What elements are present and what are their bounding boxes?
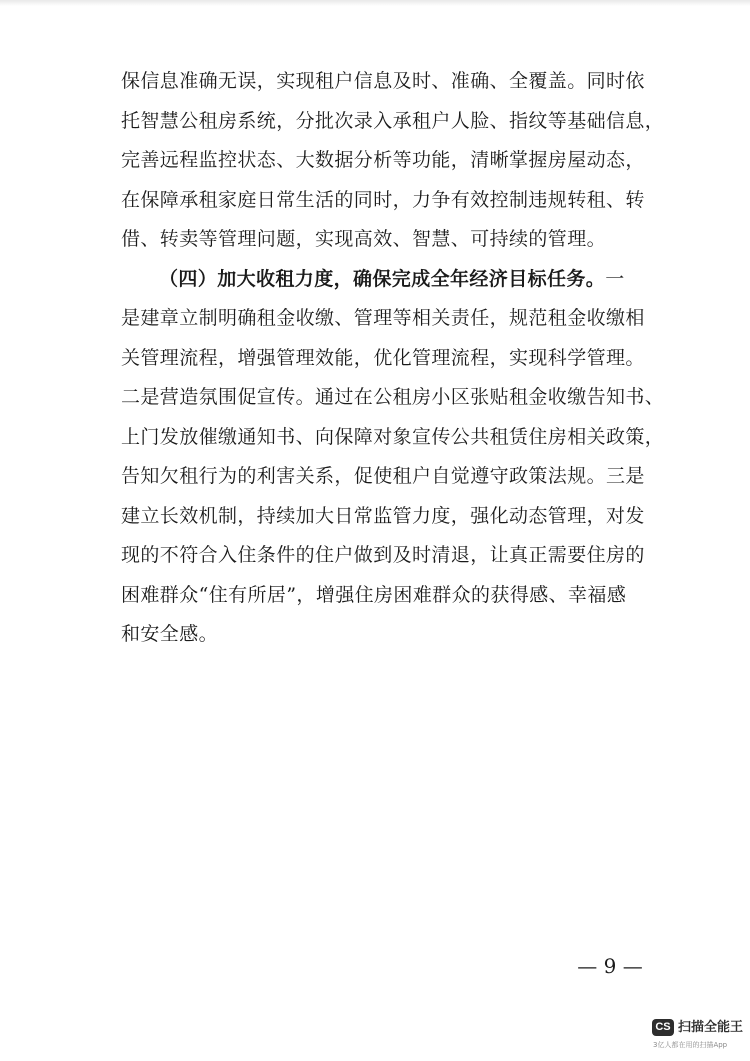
- body-line: 完善远程监控状态、大数据分析等功能，清晰掌握房屋动态，: [121, 149, 645, 171]
- body-line: 借、转卖等管理问题，实现高效、智慧、可持续的管理。: [121, 228, 607, 250]
- body-line: 是建章立制明确租金收缴、管理等相关责任，规范租金收缴相: [121, 307, 645, 329]
- body-line: 告知欠租行为的利害关系，促使租户自觉遵守政策法规。三是: [121, 465, 645, 487]
- scan-top-edge: [0, 0, 750, 6]
- body-line: 在保障承租家庭日常生活的同时，力争有效控制违规转租、转: [121, 188, 645, 211]
- body-line: 困难群众“住有所居”，增强住房困难群众的获得感、幸福感: [121, 583, 627, 606]
- document-body: [121, 62, 665, 655]
- camscanner-logo-icon: CS: [652, 1019, 674, 1036]
- body-line: 关管理流程，增强管理效能，优化管理流程，实现科学管理。: [121, 346, 645, 369]
- body-line: 现的不符合入住条件的住户做到及时清退，让真正需要住房的: [121, 544, 645, 566]
- body-line: 上门发放催缴通知书、向保障对象宣传公共租赁住房相关政策，: [121, 425, 665, 448]
- body-line: 二是营造氛围促宣传。通过在公租房小区张贴租金收缴告知书、: [121, 386, 665, 408]
- watermark-brand: 扫描全能王: [678, 1020, 744, 1035]
- page-number: — 9 —: [577, 954, 643, 978]
- watermark-tagline: 3亿人都在用的扫描App: [653, 1041, 728, 1049]
- section-heading: （四）加大收租力度，确保完成全年经济目标任务。: [159, 267, 606, 290]
- body-line: 建立长效机制，持续加大日常监管力度，强化动态管理，对发: [121, 504, 645, 527]
- body-line: 托智慧公租房系统，分批次录入承租户人脸、指纹等基础信息，: [121, 109, 665, 132]
- body-line: 和安全感。: [121, 623, 219, 645]
- body-line: 保信息准确无误，实现租户信息及时、准确、全覆盖。同时依: [121, 70, 645, 92]
- section-heading-line: [121, 260, 641, 300]
- scanner-watermark: [652, 1017, 744, 1053]
- section-heading-tail: 一: [605, 267, 625, 290]
